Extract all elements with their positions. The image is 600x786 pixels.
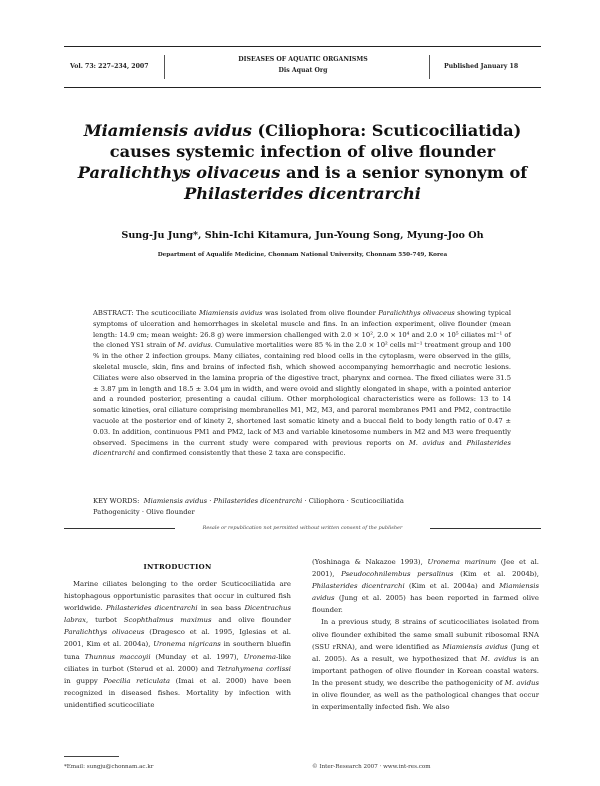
copyright: © Inter-Research 2007 · www.int-res.com: [312, 764, 431, 770]
footnote-rule: [64, 756, 119, 757]
abstract: ABSTRACT: The scuticociliate Miamiensis avidus was isolated from olive flounder Paralichthys olivaceus showing typical symptoms of ulceration and hemorrhages in skeletal muscle and fins. In an infection experiment, olive flounder (mean length: 14.9 cm; mean weight: 26.8 g) were immersion challenged with 2.0 × 10², 2.0 × 10⁴ and 2.0 × 10⁵ ciliates ml⁻¹ of the cloned YS1 strain of M. avidus. Cumulative mortalities were 85 % in the 2.0 × 10² cells ml⁻¹ treatment group and 100 % in the other 2 infection groups. Many ciliates, containing red blood cells in the cytoplasm, were observed in the gills, skeletal muscle, skin, fins and brains of infected fish, which showed accompanying hemorrhagic and necrotic lesions. Ciliates were also observed in the lamina propria of the digestive tract, pharynx and cornea. The fixed ciliates were 31.5 ± 3.87 µm in length and 18.5 ± 3.04 µm in width, and were ovoid and slightly elongated in shape, with a pointed anterior and a rounded posterior, presenting a caudal cilium. Other morphological characteristics were as follows: 13 to 14 somatic kineties, oral ciliature comprising membranelles M1, M2, M3, and paroral membranes PM1 and PM2, contractile vacuole at the posterior end of kinety 2, shortened last somatic kinety and a buccal field to body length ratio of 0.47 ± 0.03. In addition, continuous PM1 and PM2, lack of M3 and variable kinetosome numbers in M2 and M3 were frequently observed. Specimens in the current study were compared with previous reports on M. avidus and Philasterides dicentrarchi and confirmed consistently that these 2 taxa are conspecific.: [93, 309, 512, 458]
journal-name: DISEASES OF AQUATIC ORGANISMS: [238, 56, 368, 63]
title-species-3: Philasterides dicentrarchi: [184, 184, 421, 203]
keywords-label: KEY WORDS:: [93, 497, 140, 505]
keywords: KEY WORDS: Miamiensis avidus · Philasterides dicentrarchi · Ciliophora · Scuticociliatida Pathogenicity · Olive flounder: [93, 497, 404, 516]
abstract-label: ABSTRACT:: [93, 309, 134, 317]
article-title: Miamiensis avidus (Ciliophora: Scuticociliatida) causes systemic infection of olive flounder Paralichthys olivaceus and is a senior synonym of Philasterides dicentrarchi: [77, 121, 528, 203]
introduction-heading: INTRODUCTION: [143, 563, 212, 571]
right-column: [312, 556, 539, 713]
title-species-2: Paralichthys olivaceus: [77, 163, 281, 182]
header-divider-right: [429, 55, 430, 79]
header-divider-left: [164, 55, 165, 79]
title-species-1: Miamiensis avidus: [83, 121, 252, 140]
corresponding-email: *Email: sungju@chonnam.ac.kr: [64, 764, 154, 770]
resale-notice: Resale or republication not permitted without written consent of the publisher: [175, 525, 430, 531]
publication-date: Published January 18: [444, 63, 519, 70]
journal-header: [64, 46, 541, 88]
volume-info: Vol. 73: 227–234, 2007: [70, 63, 149, 70]
author-list: Sung-Ju Jung*, Shin-Ichi Kitamura, Jun-Young Song, Myung-Joo Oh: [121, 230, 484, 241]
affiliation: Department of Aqualife Medicine, Chonnam National University, Chonnam 550-749, Korea: [157, 252, 448, 258]
intro-paragraph-1-continued: (Yoshinaga & Nakazoe 1993), Uronema marinum (Jee et al. 2001), Pseudocohnilembus persalinus (Kim et al. 2004b), Philasterides dicentrarchi (Kim et al. 2004a) and Miamiensis avidus (Jung et al. 2005) has been reported in farmed olive flounder.: [312, 558, 539, 615]
intro-paragraph-1: Marine ciliates belonging to the order Scuticociliatida are histophagous opportunistic parasites that occur in cultured fish worldwide. Philasterides dicentrarchi in sea bass Dicentrachus labrax, turbot Scophthalmus maximus and olive flounder Paralichthys olivaceus (Dragesco et al. 1995, Iglesias et al. 2001, Kim et al. 2004a), Uronema nigricans in southern bluefin tuna Thunnus maccoyii (Munday et al. 1997), Uronema-like ciliates in turbot (Sterud et al. 2000) and Tetrahymena corlissi in guppy Poecilia reticulata (Imai et al. 2000) have been recognized in diseased fishes. Mortality by infection with unidentified scuticociliate: [64, 580, 292, 709]
intro-paragraph-2: In a previous study, 8 strains of scuticociliates isolated from olive flounder exhibited the same small subunit ribosomal RNA (SSU rRNA), and were identified as Miamiensis avidus (Jung et al. 2005). As a result, we hypothesized that M. avidus is an important pathogen of olive flounder in Korean coastal waters. In the present study, we describe the pathogenicity of M. avidus in olive flounder, as well as the pathological changes that occur in experimentally infected fish. We also: [312, 618, 540, 712]
journal-abbreviation: Dis Aquat Org: [278, 67, 328, 74]
left-column: [64, 578, 291, 711]
